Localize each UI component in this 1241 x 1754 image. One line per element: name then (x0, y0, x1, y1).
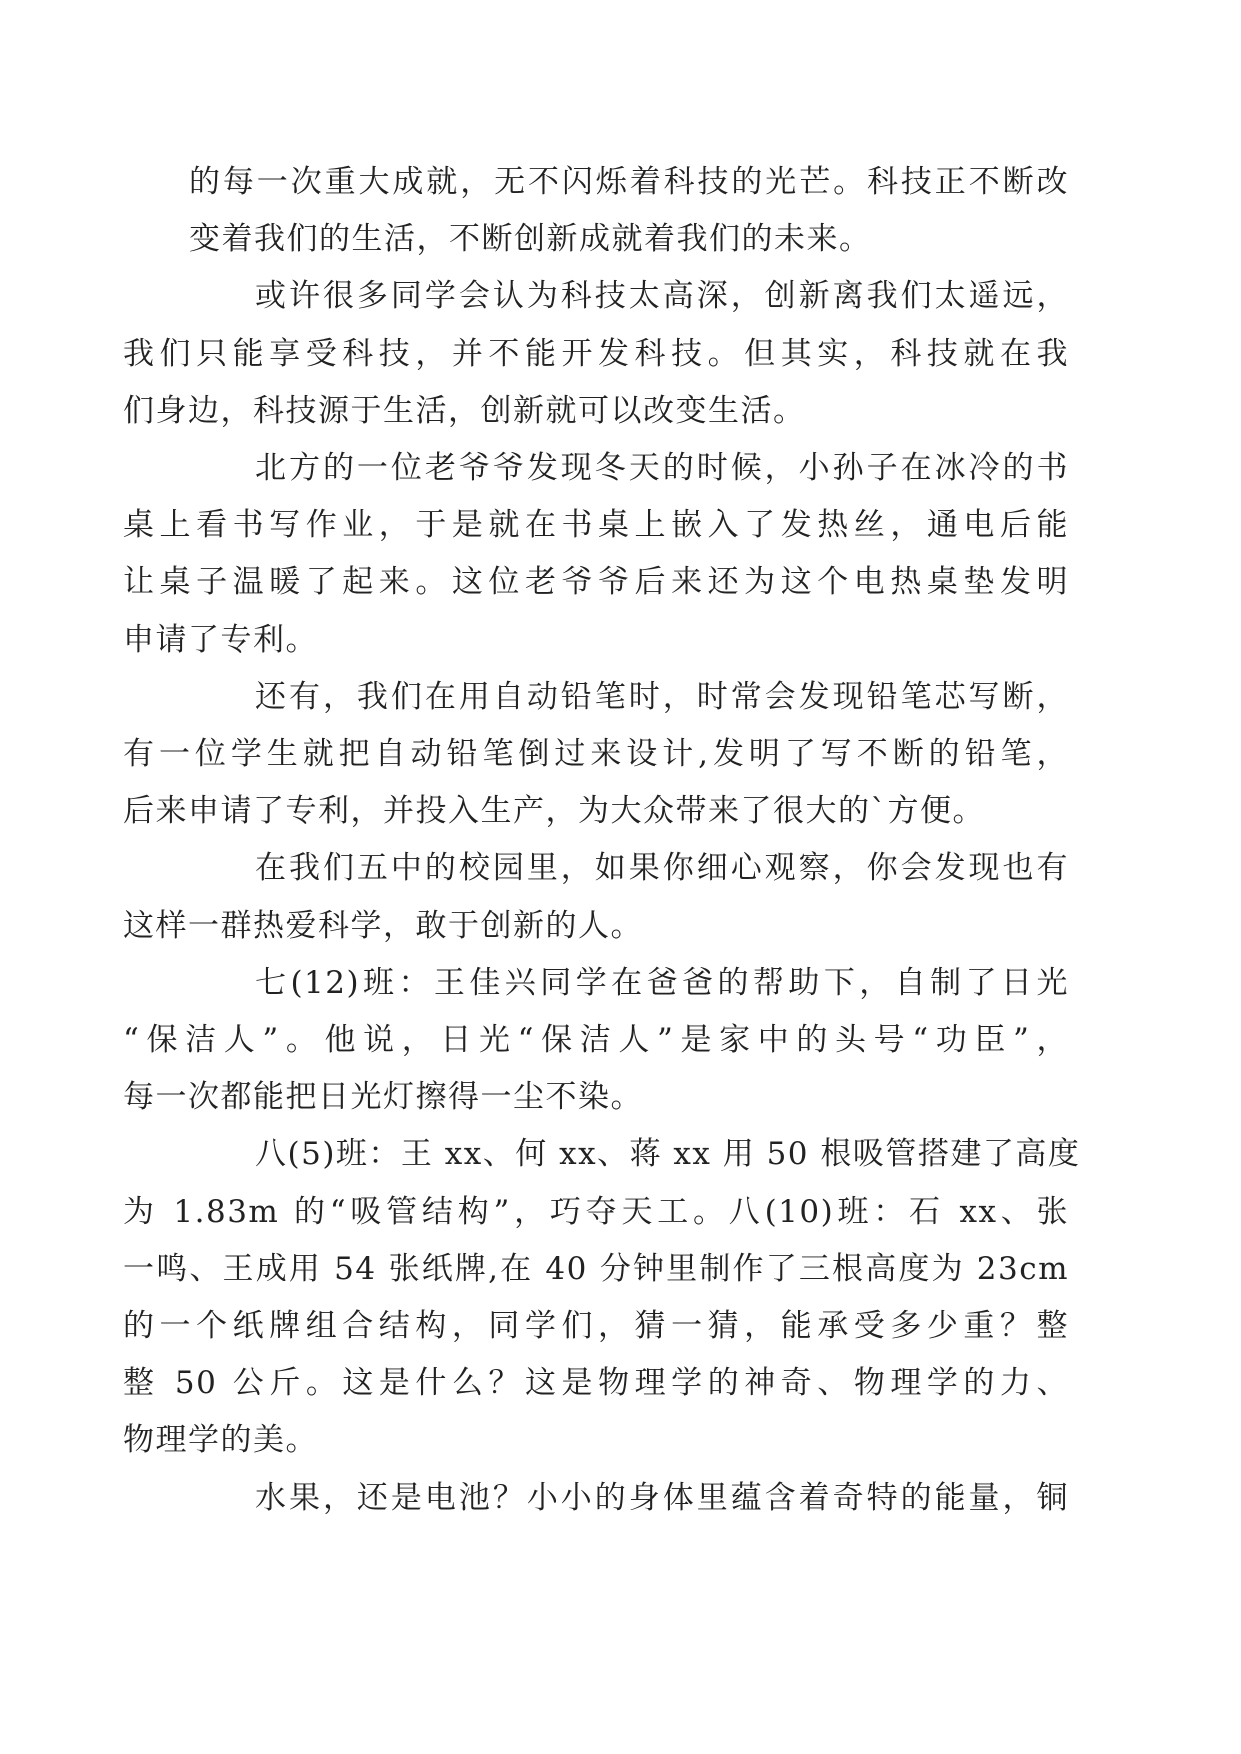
paragraph-2 (123, 268, 1069, 440)
text-line: 还有，我们在用自动铅笔时，时常会发现铅笔芯写断， (255, 678, 1069, 715)
text-line: 的一个纸牌组合结构，同学们，猜一猜，能承受多少重？整 (123, 1308, 1069, 1345)
text-line: 变着我们的生活，不断创新成就着我们的未来。 (189, 221, 872, 258)
text-line: 后来申请了专利，并投入生产，为大众带来了很大的`方便。 (123, 793, 985, 830)
paragraph-1 (189, 154, 1069, 268)
text-line: 一鸣、王成用 54 张纸牌,在 40 分钟里制作了三根高度为 23cm (123, 1250, 1069, 1287)
text-line: 八(5)班：王 xx、何 xx、蒋 xx 用 50 根吸管搭建了高度 (255, 1136, 1081, 1173)
paragraph-3 (123, 440, 1069, 669)
text-line: 桌上看书写作业，于是就在书桌上嵌入了发热丝，通电后能 (123, 507, 1069, 544)
text-line: 有一位学生就把自动铅笔倒过来设计,发明了写不断的铅笔， (123, 736, 1069, 773)
document-body (123, 154, 1081, 1527)
text-line: 这样一群热爱科学，敢于创新的人。 (123, 907, 643, 944)
text-line: 让桌子温暖了起来。这位老爷爷后来还为这个电热桌垫发明 (123, 564, 1069, 601)
text-line: 在我们五中的校园里，如果你细心观察，你会发现也有 (255, 850, 1069, 887)
paragraph-4 (123, 669, 1069, 841)
text-line: 水果，还是电池？小小的身体里蕴含着奇特的能量，铜 (255, 1479, 1069, 1516)
text-line: 们身边，科技源于生活，创新就可以改变生活。 (123, 392, 806, 429)
text-line: 整 50 公斤。这是什么？这是物理学的神奇、物理学的力、 (123, 1365, 1069, 1402)
paragraph-5 (123, 840, 1069, 954)
text-line: 的每一次重大成就，无不闪烁着科技的光芒。科技正不断改 (189, 164, 1069, 200)
text-line: 物理学的美。 (123, 1422, 318, 1459)
text-line: 申请了专利。 (123, 621, 318, 658)
paragraph-8 (189, 1470, 1069, 1527)
paragraph-7 (123, 1126, 1081, 1469)
text-line: 为 1.83m 的“吸管结构”，巧夺天工。八(10)班：石 xx、张 (123, 1193, 1069, 1230)
paragraph-6 (123, 955, 1069, 1127)
text-line: 或许很多同学会认为科技太高深，创新离我们太遥远， (255, 278, 1069, 315)
text-line: 北方的一位老爷爷发现冬天的时候，小孙子在冰冷的书 (255, 450, 1069, 487)
text-line: 我们只能享受科技，并不能开发科技。但其实，科技就在我 (123, 335, 1069, 372)
text-line: 七(12)班：王佳兴同学在爸爸的帮助下，自制了日光 (255, 964, 1069, 1001)
text-line: 每一次都能把日光灯擦得一尘不染。 (123, 1079, 643, 1116)
text-line: “保洁人”。他说，日光“保洁人”是家中的头号“功臣”， (123, 1022, 1069, 1059)
